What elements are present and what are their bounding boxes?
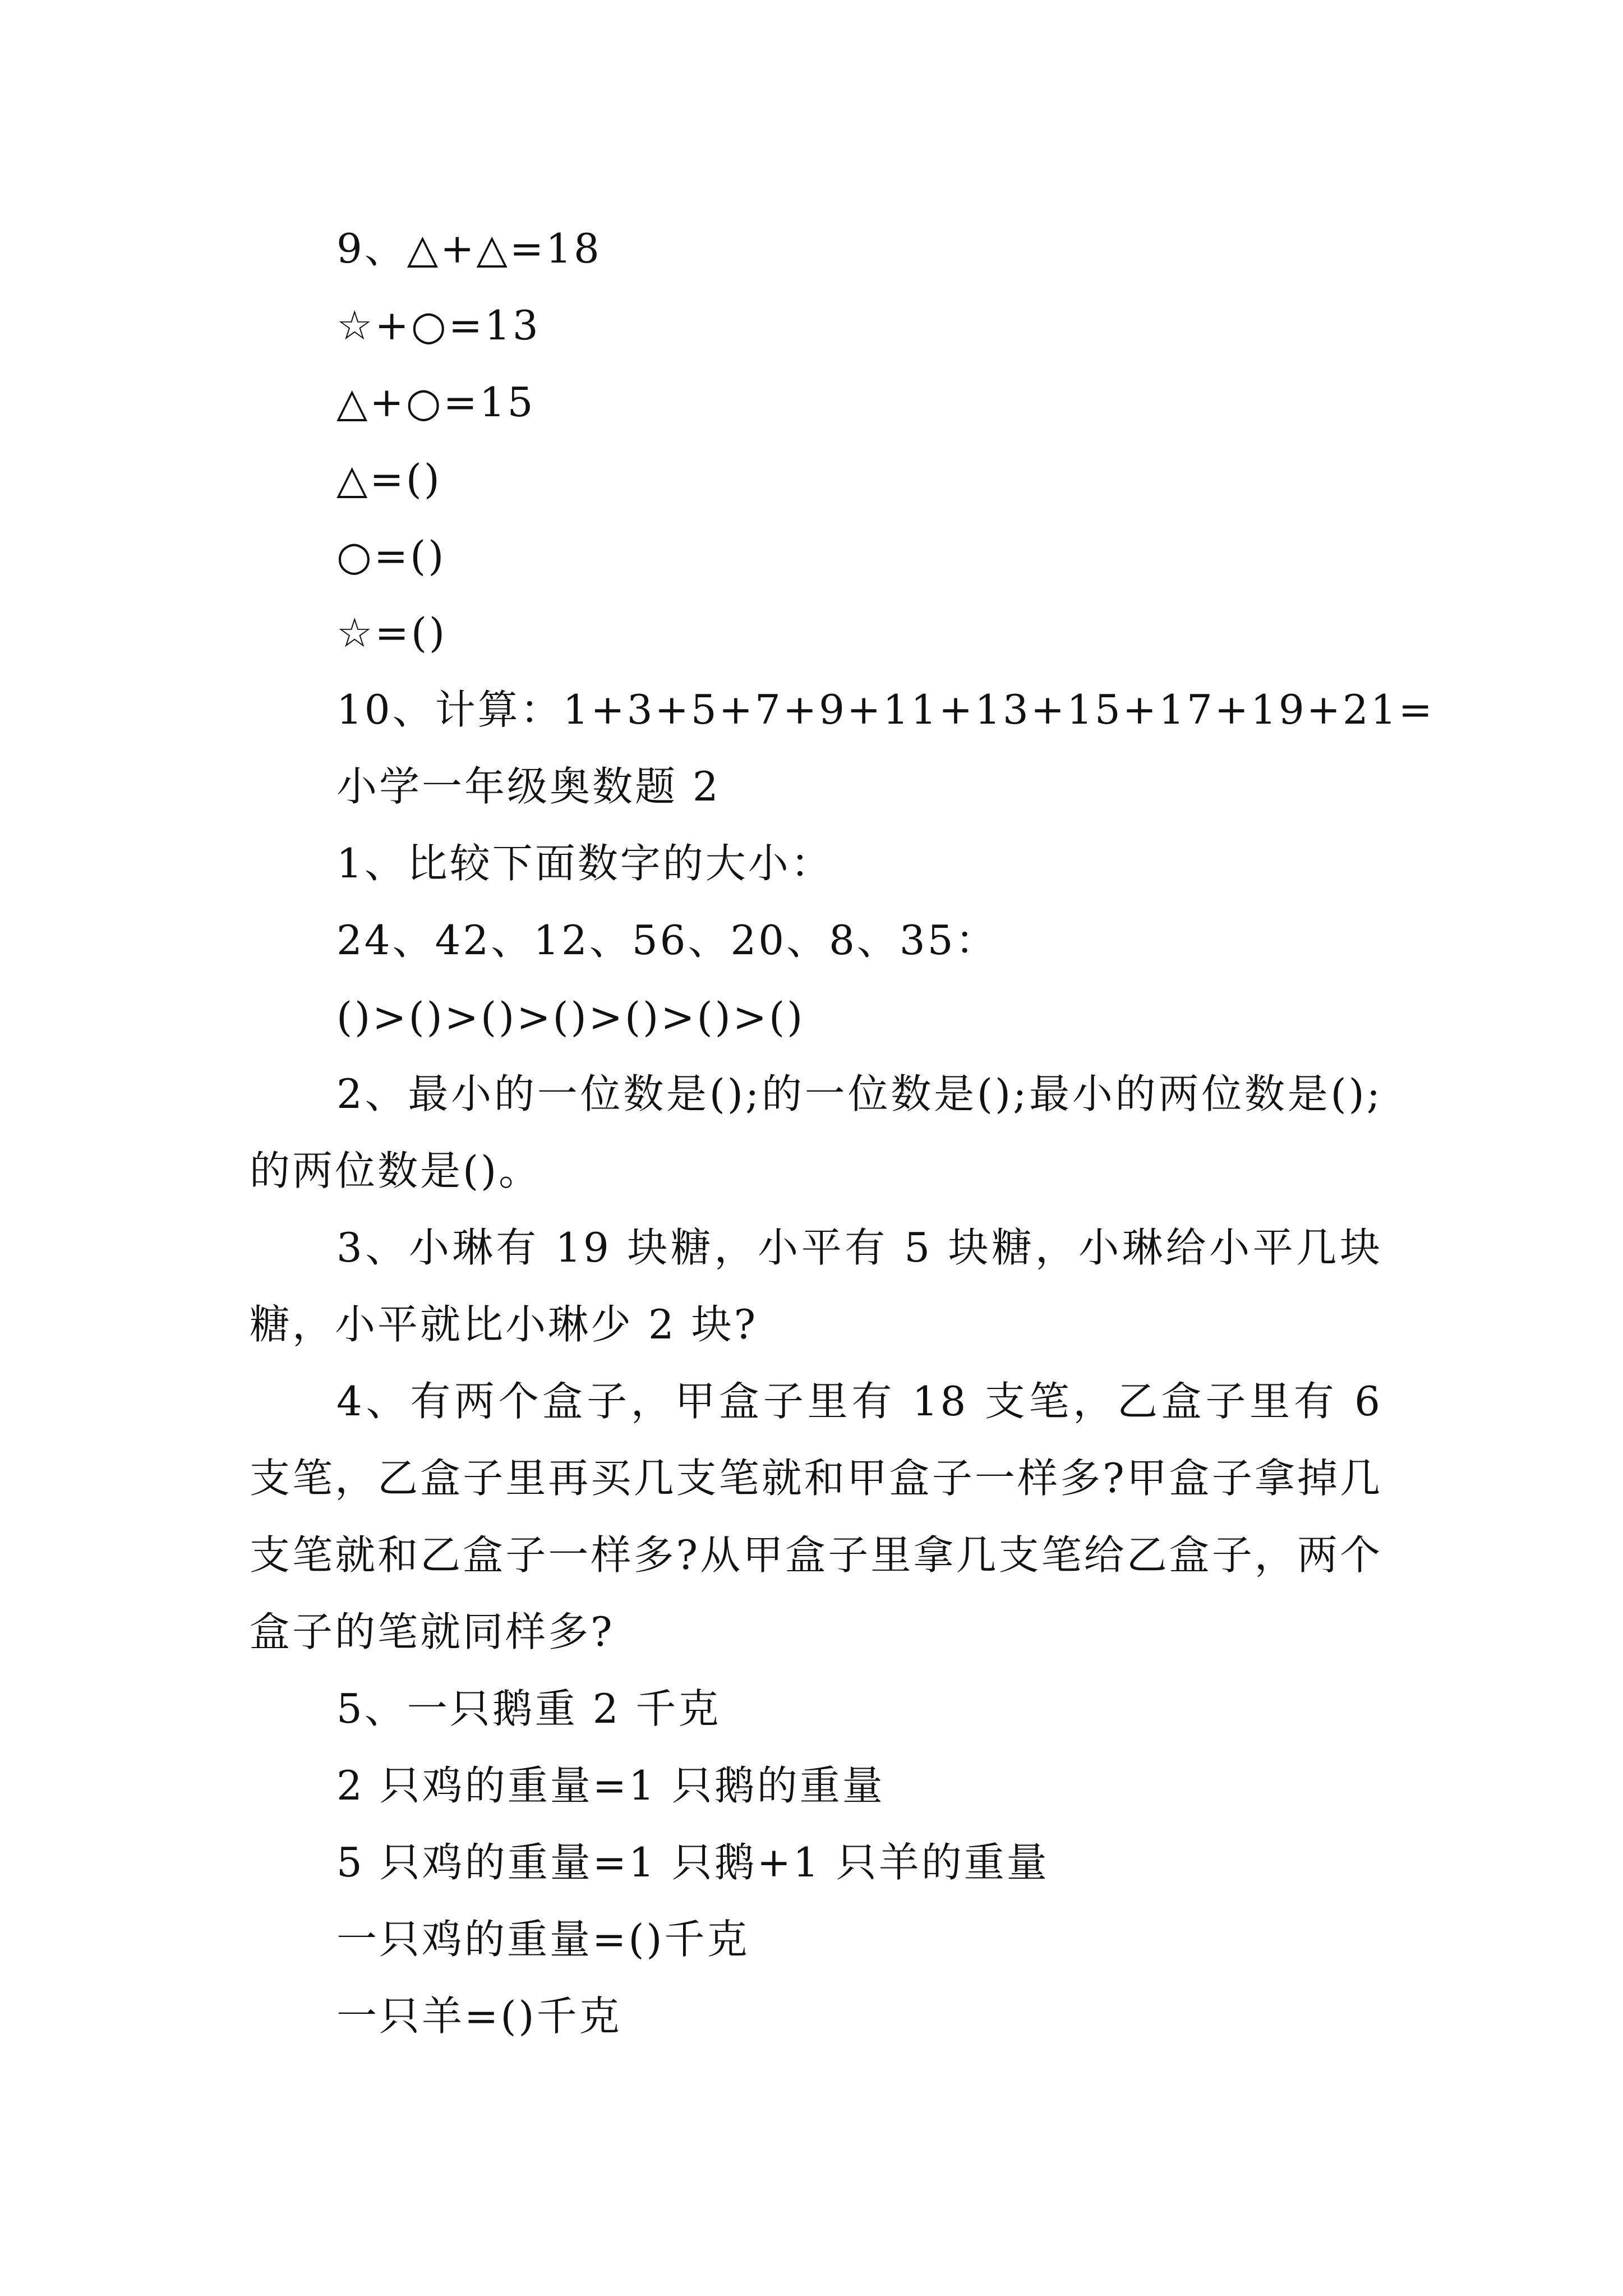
problem-9-answer-star: ☆=() <box>336 609 448 656</box>
problem-9-answer-triangle: △=() <box>336 455 442 503</box>
document-body <box>250 210 1435 2055</box>
problem-10: 10、计算：1+3+5+7+9+11+13+15+17+19+21= <box>336 686 1435 733</box>
problem-3-paragraph: 3、小琳有 19 块糖，小平有 5 块糖，小琳给小平几块糖，小平就比小琳少 2 块? <box>250 1224 1382 1348</box>
problem-9-line-2: ☆+○=13 <box>336 302 541 349</box>
problem-1-question: 1、比较下面数字的大小： <box>336 840 833 887</box>
problem-5-answer-sheep: 一只羊=()千克 <box>336 1993 622 2040</box>
problem-5-line-1: 5、一只鹅重 2 千克 <box>336 1685 721 1732</box>
problem-1-blanks: ()>()>()>()>()>()>() <box>336 993 805 1041</box>
problem-4-paragraph: 4、有两个盒子，甲盒子里有 18 支笔，乙盒子里有 6 支笔，乙盒子里再买几支笔就和甲盒子一样多?甲盒子拿掉几支笔就和乙盒子一样多?从甲盒子里拿几支笔给乙盒子，两个盒子的笔就同样多? <box>250 1378 1382 1655</box>
problem-5-line-2: 2 只鸡的重量=1 只鹅的重量 <box>336 1762 885 1809</box>
problem-9-line-3: △+○=15 <box>336 379 536 426</box>
problem-2-paragraph: 2、最小的一位数是();的一位数是();最小的两位数是();的两位数是()。 <box>250 1070 1382 1194</box>
problem-9-line-1: 9、△+△=18 <box>336 225 602 272</box>
problem-9-answer-circle: ○=() <box>336 532 446 579</box>
problem-5-answer-chicken: 一只鸡的重量=()千克 <box>336 1916 750 1963</box>
problem-1-numbers: 24、42、12、56、20、8、35： <box>336 917 998 964</box>
problem-5-line-3: 5 只鸡的重量=1 只鹅+1 只羊的重量 <box>336 1839 1049 1886</box>
section-heading: 小学一年级奥数题 2 <box>336 763 721 810</box>
